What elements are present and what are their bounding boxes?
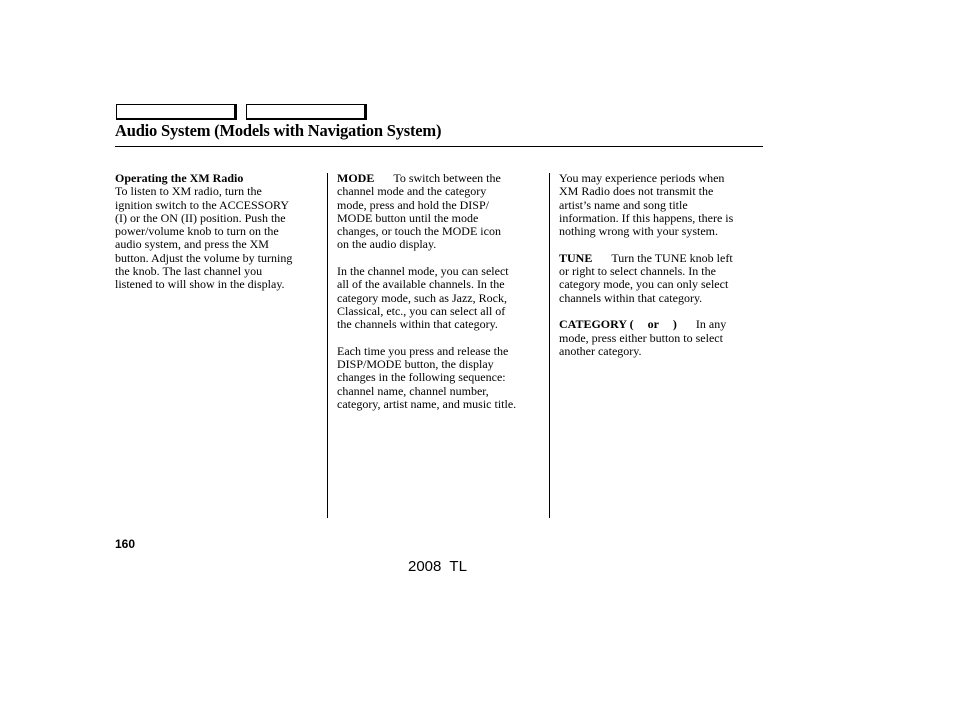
text-line: on the audio display. — [337, 237, 437, 252]
tune-term: TUNE — [559, 250, 593, 265]
text-line: In the channel mode, you can select — [337, 264, 509, 279]
text-fragment: Turn the TUNE knob left — [611, 250, 733, 265]
text-line: (I) or the ON (II) position. Push the — [115, 210, 286, 225]
text-line: another category. — [559, 343, 642, 358]
text-line — [559, 318, 761, 331]
header-tab-left — [116, 104, 237, 120]
category-term-or: or — [647, 317, 659, 332]
text-line: listened to will show in the display. — [115, 277, 285, 292]
category-paragraph — [559, 318, 761, 358]
section-heading: Operating the XM Radio — [115, 171, 244, 185]
text-line: category mode, such as Jazz, Rock, — [337, 290, 507, 305]
text-line: changes, or touch the MODE icon — [337, 224, 501, 239]
text-line: button. Adjust the volume by turning — [115, 250, 293, 265]
text-line: mode, press and hold the DISP/ — [337, 197, 489, 212]
text-line: Each time you press and release the — [337, 343, 509, 358]
text-line: artist’s name and song title — [559, 197, 688, 212]
text-line: mode, press either button to select — [559, 330, 723, 345]
text-line: audio system, and press the XM — [115, 237, 269, 252]
text-fragment: To switch between the — [393, 171, 501, 185]
text-line: information. If this happens, there is — [559, 210, 734, 225]
text-line: MODE button until the mode — [337, 210, 479, 225]
text-line: Classical, etc., you can select all of — [337, 303, 506, 318]
text-line: changes in the following sequence: — [337, 370, 506, 385]
text-line: all of the available channels. In the — [337, 277, 505, 292]
header-tab-right — [246, 104, 367, 120]
text-line: power/volume knob to turn on the — [115, 224, 279, 239]
text-line: channel name, channel number, — [337, 383, 489, 398]
text-line — [559, 252, 761, 265]
column-2 — [337, 172, 544, 425]
column-divider-1 — [327, 173, 328, 518]
text-line — [337, 172, 544, 185]
text-line: channels within that category. — [559, 290, 703, 305]
page-title: Audio System (Models with Navigation System) — [115, 121, 442, 140]
text-line: XM Radio does not transmit the — [559, 184, 714, 199]
page-number: 160 — [115, 537, 136, 551]
title-underline — [115, 146, 763, 147]
column-divider-2 — [549, 173, 550, 518]
text-line: ignition switch to the ACCESSORY — [115, 197, 290, 212]
mode-paragraph — [337, 172, 544, 252]
xm-radio-section — [115, 172, 320, 292]
text-line: nothing wrong with your system. — [559, 224, 718, 239]
text-line: category mode, you can only select — [559, 277, 729, 292]
text-line: or right to select channels. In the — [559, 264, 716, 279]
text-line: the knob. The last channel you — [115, 264, 263, 279]
text-line: DISP/MODE button, the display — [337, 357, 494, 372]
text-line: category, artist name, and music title. — [337, 397, 517, 412]
category-term — [559, 317, 677, 331]
channel-mode-paragraph — [337, 265, 544, 331]
display-sequence-paragraph — [337, 345, 544, 411]
text-line: You may experience periods when — [559, 171, 725, 185]
mode-term: MODE — [337, 171, 375, 185]
text-fragment: In any — [695, 317, 727, 332]
category-term-start: CATEGORY ( — [559, 317, 634, 332]
footer-model-label: 2008 TL — [408, 558, 467, 575]
text-line: To listen to XM radio, turn the — [115, 184, 262, 199]
text-line: the channels within that category. — [337, 317, 498, 332]
category-term-end: ) — [672, 317, 677, 332]
column-3 — [559, 172, 761, 371]
xm-reception-paragraph — [559, 172, 761, 238]
column-1 — [115, 172, 320, 305]
text-line: channel mode and the category — [337, 184, 487, 199]
tune-paragraph — [559, 252, 761, 305]
